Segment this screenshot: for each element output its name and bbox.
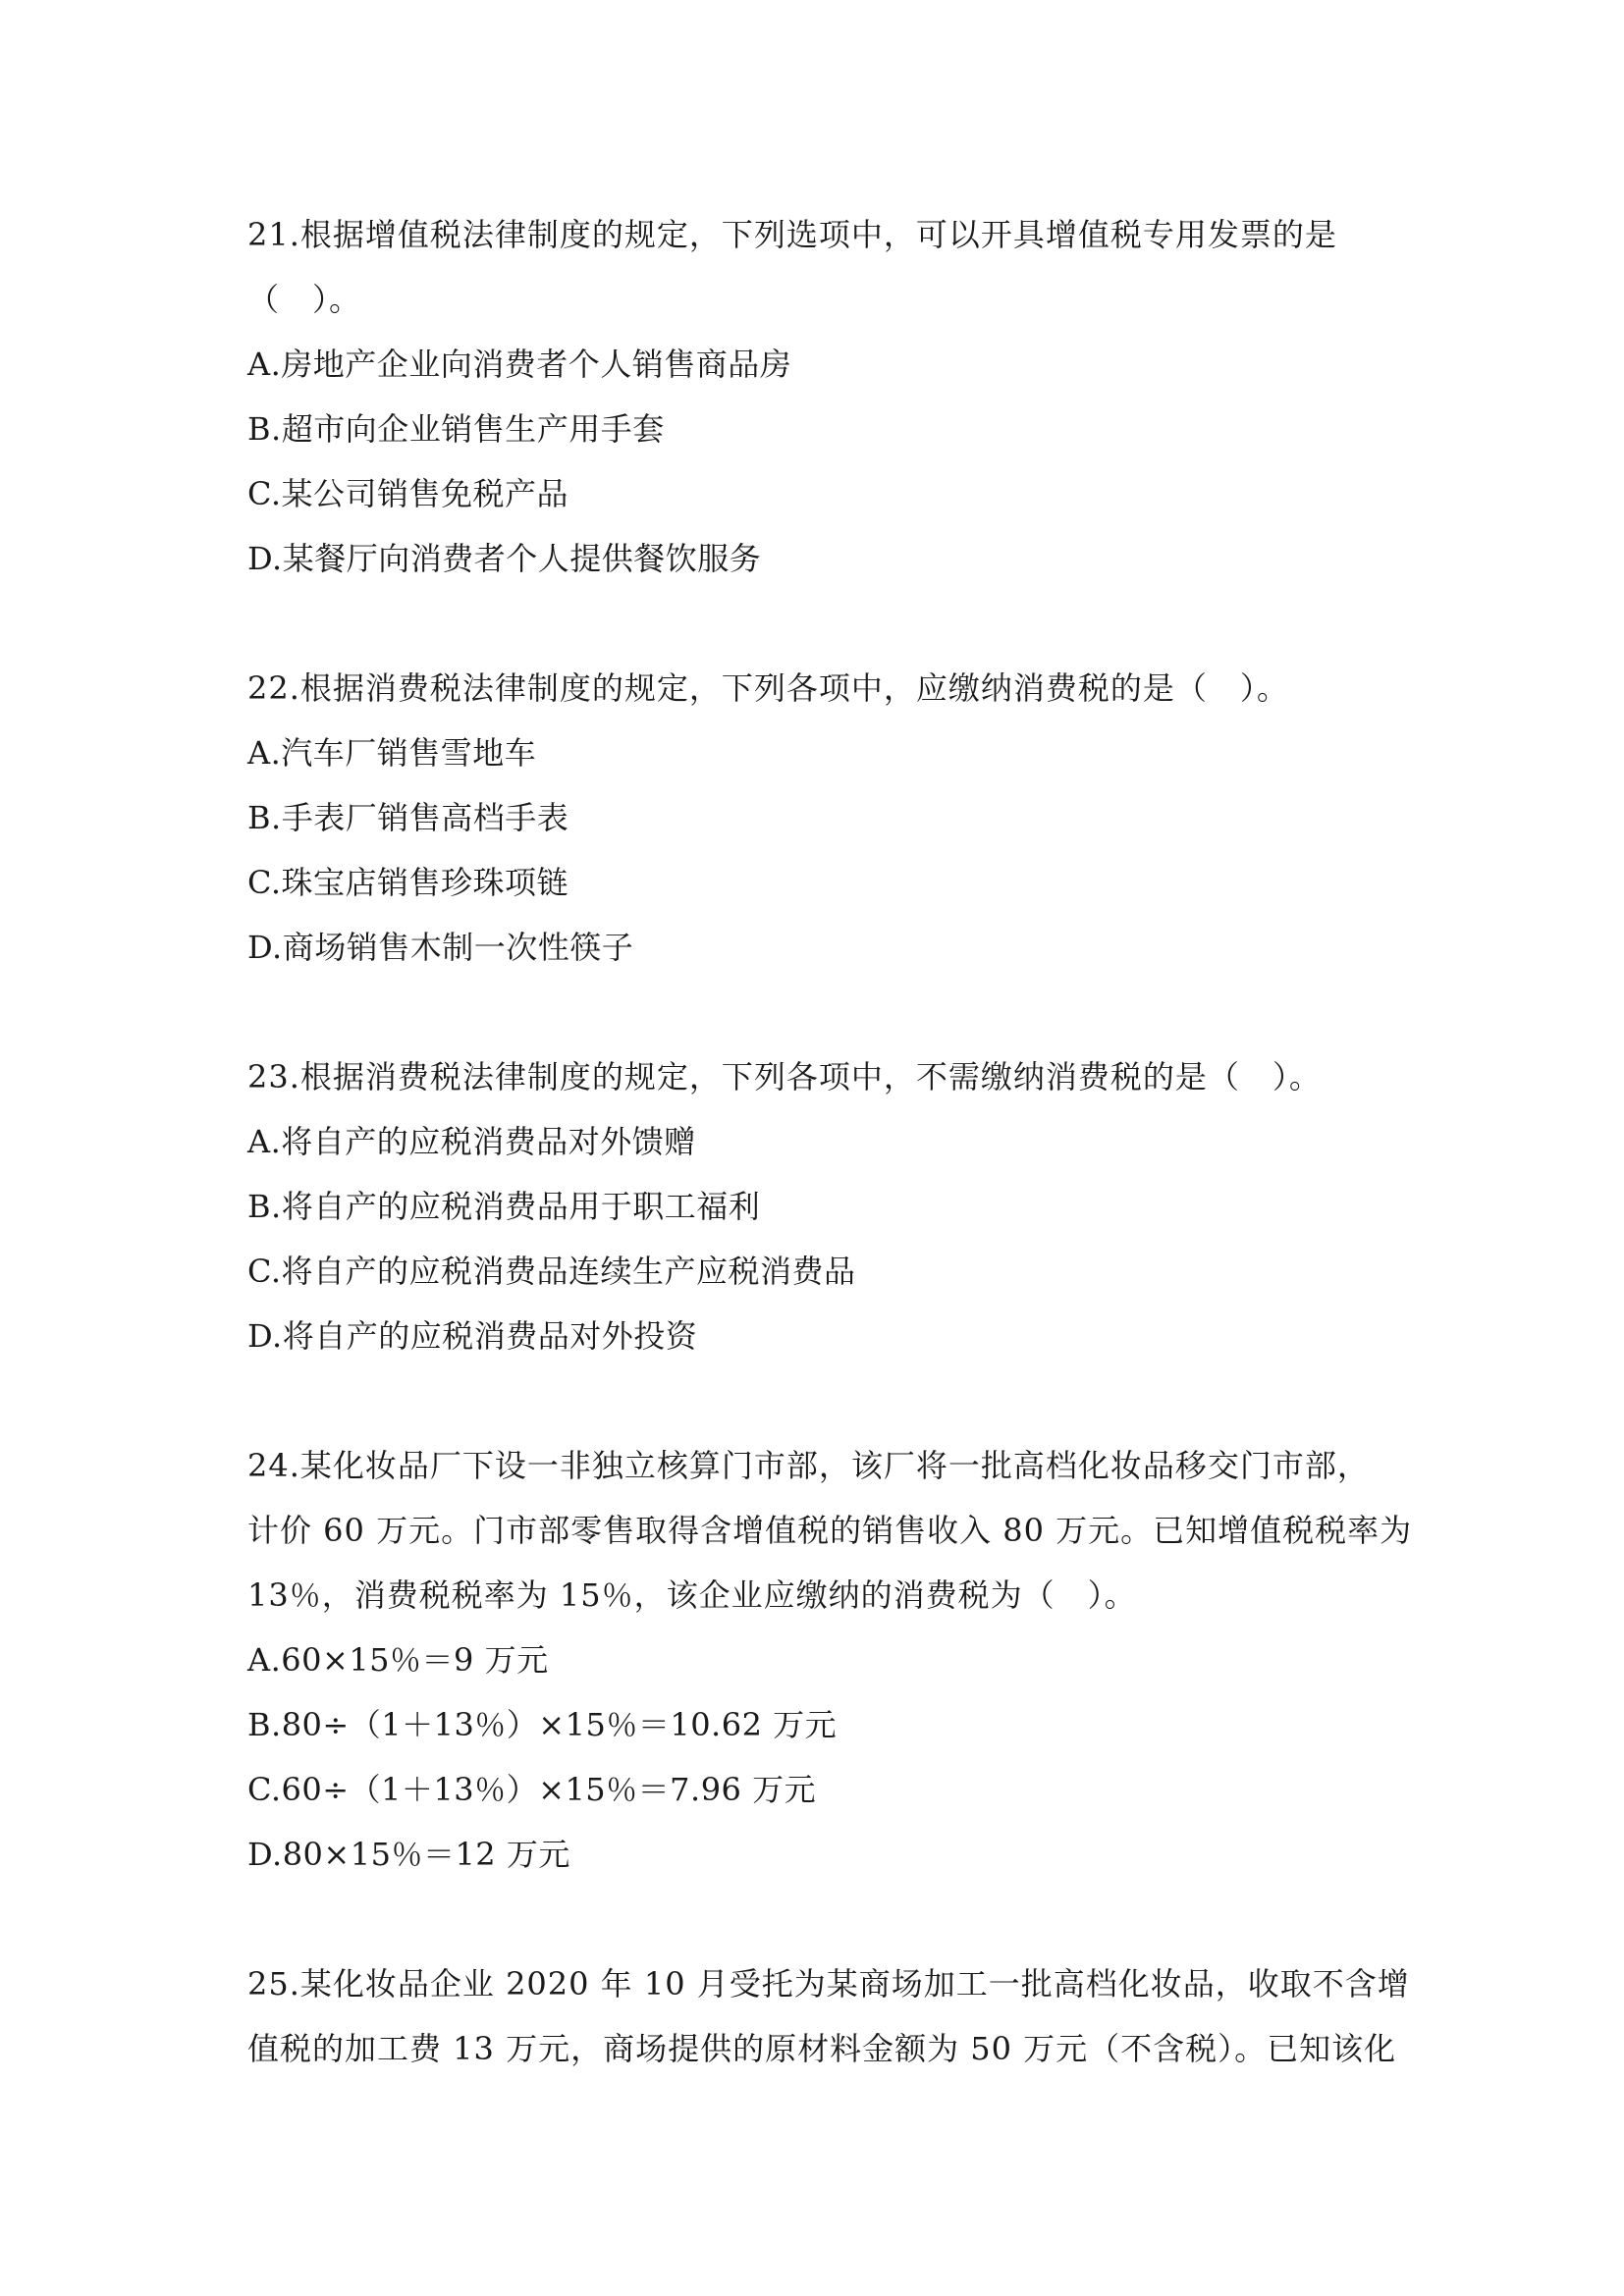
option-c: C.将自产的应税消费品连续生产应税消费品 — [247, 1253, 856, 1290]
question-stem — [247, 1433, 1413, 1628]
stem-line: 13％，消费税税率为 15％，该企业应缴纳的消费税为（ ）。 — [247, 1576, 1137, 1614]
question-stem — [247, 1044, 1386, 1109]
option-c: C.珠宝店销售珍珠项链 — [247, 864, 569, 901]
stem-line: 24.某化妆品厂下设一非独立核算门市部，该厂将一批高档化妆品移交门市部， — [247, 1447, 1370, 1484]
stem-line: （ ）。 — [247, 281, 362, 318]
option-d: D.某餐厅向消费者个人提供餐饮服务 — [247, 540, 762, 577]
question-25 — [247, 1951, 1410, 2081]
question-22 — [247, 656, 1386, 980]
stem-line: 值税的加工费 13 万元，商场提供的原材料金额为 50 万元（不含税）。已知该化 — [247, 2030, 1397, 2067]
option-b: B.手表厂销售高档手表 — [247, 799, 569, 836]
stem-line: 22.根据消费税法律制度的规定，下列各项中，应缴纳消费税的是（ ）。 — [247, 669, 1289, 707]
option-b: B.将自产的应税消费品用于职工福利 — [247, 1188, 761, 1225]
option-a: A.房地产企业向消费者个人销售商品房 — [247, 346, 792, 383]
question-23 — [247, 1044, 1386, 1368]
option-c: C.60÷（1＋13％）×15％＝7.96 万元 — [247, 1771, 817, 1808]
option-a: A.60×15％＝9 万元 — [247, 1641, 549, 1679]
question-list — [247, 202, 1413, 2146]
question-stem — [247, 202, 1386, 332]
option-c: C.某公司销售免税产品 — [247, 475, 569, 512]
option-a: A.汽车厂销售雪地车 — [247, 734, 537, 772]
question-24 — [247, 1433, 1413, 1887]
question-stem — [247, 1951, 1410, 2081]
option-d: D.80×15％＝12 万元 — [247, 1836, 570, 1873]
question-21 — [247, 202, 1386, 591]
option-d: D.商场销售木制一次性筷子 — [247, 929, 634, 966]
option-b: B.超市向企业销售生产用手套 — [247, 410, 665, 448]
option-b: B.80÷（1＋13％）×15％＝10.62 万元 — [247, 1706, 838, 1743]
stem-line: 计价 60 万元。门市部零售取得含增值税的销售收入 80 万元。已知增值税税率为 — [247, 1512, 1413, 1549]
stem-line: 21.根据增值税法律制度的规定，下列选项中，可以开具增值税专用发票的是 — [247, 216, 1337, 253]
stem-line: 25.某化妆品企业 2020 年 10 月受托为某商场加工一批高档化妆品，收取不含增 — [247, 1965, 1410, 2002]
option-a: A.将自产的应税消费品对外馈赠 — [247, 1123, 696, 1160]
stem-line: 23.根据消费税法律制度的规定，下列各项中，不需缴纳消费税的是（ ）。 — [247, 1058, 1322, 1095]
question-stem — [247, 656, 1386, 721]
option-d: D.将自产的应税消费品对外投资 — [247, 1317, 698, 1355]
